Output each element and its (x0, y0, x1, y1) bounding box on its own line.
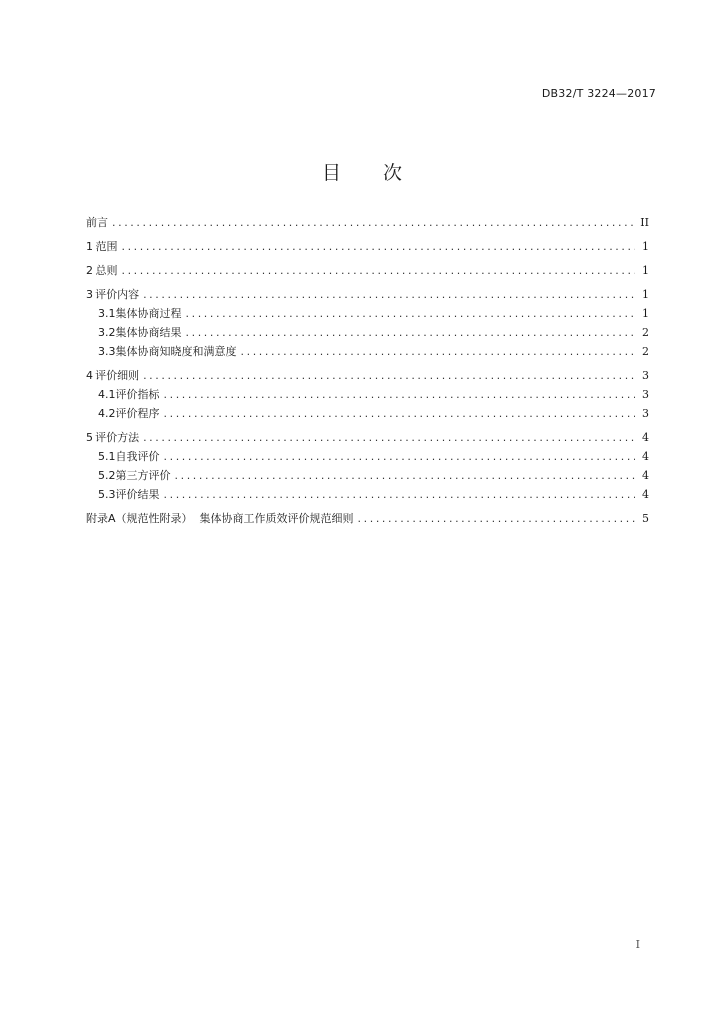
toc-label: 集体协商过程 (115, 307, 182, 320)
toc-page: 1 (642, 240, 649, 253)
page-number: I (635, 938, 640, 951)
toc-page: 3 (642, 388, 649, 401)
toc-page: 1 (642, 264, 649, 277)
toc-label: 集体协商结果 (115, 326, 182, 339)
toc-number: 2 (86, 264, 93, 277)
toc-leader (164, 404, 636, 423)
toc-number: 5 (86, 431, 93, 444)
page-title: 目 次 (321, 162, 421, 184)
toc-entry[interactable] (86, 237, 649, 256)
toc-leader (186, 323, 636, 342)
toc-leader (241, 342, 636, 361)
toc-number: 3.3 (98, 345, 116, 358)
toc-page: II (640, 216, 649, 229)
toc-label: 自我评价 (115, 450, 160, 463)
toc-label: 评价指标 (115, 388, 160, 401)
toc-number: 3.1 (98, 307, 116, 320)
toc-leader (112, 213, 635, 232)
toc-leader (175, 466, 636, 485)
toc-number: 4.2 (98, 407, 116, 420)
toc-leader (143, 428, 635, 447)
toc-page: 3 (642, 369, 649, 382)
toc-label: 前言 (86, 216, 108, 229)
toc-page: 2 (642, 326, 649, 339)
toc-page: 4 (642, 450, 649, 463)
toc-entry[interactable] (86, 285, 649, 304)
toc-page: 4 (642, 488, 649, 501)
toc-label: 附录A（规范性附录） 集体协商工作质效评价规范细则 (86, 512, 354, 525)
toc-label: 评价程序 (115, 407, 160, 420)
toc-leader (164, 447, 636, 466)
toc-leader (186, 304, 636, 323)
toc-entry[interactable] (86, 404, 649, 423)
table-of-contents (86, 213, 649, 528)
toc-entry[interactable] (86, 366, 649, 385)
toc-number: 5.2 (98, 469, 116, 482)
toc-leader (121, 261, 635, 280)
toc-label: 第三方评价 (115, 469, 171, 482)
toc-entry[interactable] (86, 485, 649, 504)
toc-entry[interactable] (86, 342, 649, 361)
toc-page: 1 (642, 307, 649, 320)
toc-leader (358, 509, 635, 528)
toc-entry[interactable] (86, 428, 649, 447)
toc-entry[interactable] (86, 261, 649, 280)
toc-entry[interactable] (86, 447, 649, 466)
toc-label: 总则 (95, 264, 118, 277)
toc-number: 4.1 (98, 388, 116, 401)
toc-page: 4 (642, 469, 649, 482)
toc-page: 5 (642, 512, 649, 525)
toc-entry[interactable] (86, 304, 649, 323)
toc-label: 集体协商知晓度和满意度 (115, 345, 237, 358)
toc-page: 1 (642, 288, 649, 301)
toc-label: 范围 (95, 240, 118, 253)
toc-entry[interactable] (86, 509, 649, 528)
toc-number: 1 (86, 240, 93, 253)
toc-page: 2 (642, 345, 649, 358)
toc-number: 5.3 (98, 488, 116, 501)
toc-leader (121, 237, 635, 256)
toc-entry[interactable] (86, 323, 649, 342)
toc-leader (164, 385, 636, 404)
toc-number: 3 (86, 288, 93, 301)
toc-entry[interactable] (86, 213, 649, 232)
toc-number: 5.1 (98, 450, 116, 463)
toc-number: 4 (86, 369, 93, 382)
toc-leader (143, 366, 635, 385)
toc-label: 评价内容 (95, 288, 140, 301)
toc-leader (164, 485, 636, 504)
toc-leader (143, 285, 635, 304)
toc-label: 评价细则 (95, 369, 140, 382)
standard-code: DB32/T 3224—2017 (541, 87, 656, 100)
toc-entry[interactable] (86, 466, 649, 485)
toc-entry[interactable] (86, 385, 649, 404)
toc-page: 4 (642, 431, 649, 444)
toc-page: 3 (642, 407, 649, 420)
toc-number: 3.2 (98, 326, 116, 339)
toc-label: 评价结果 (115, 488, 160, 501)
toc-label: 评价方法 (95, 431, 140, 444)
